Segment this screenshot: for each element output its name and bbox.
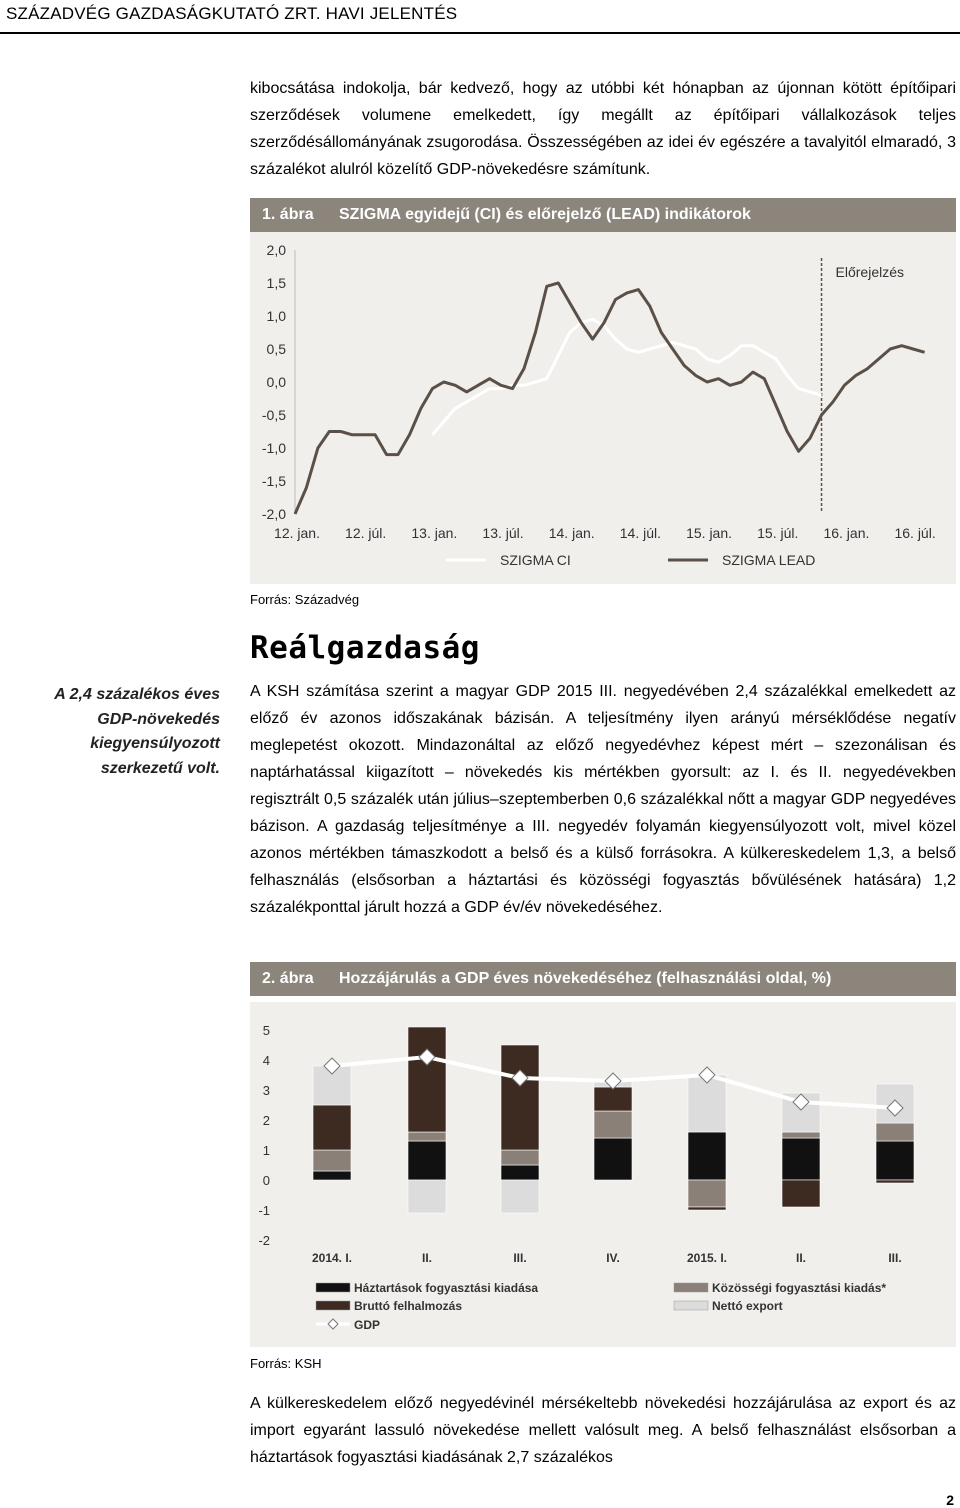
bar-segment <box>501 1165 539 1180</box>
legend-swatch <box>674 1301 708 1310</box>
y-tick-label: 1 <box>262 1143 270 1158</box>
y-tick-label: -1,0 <box>261 440 286 456</box>
bar-segment <box>688 1132 726 1180</box>
bar-segment <box>501 1045 539 1150</box>
x-tick-label: 14. jan. <box>548 525 595 541</box>
section-title: Reálgazdaság <box>250 630 480 666</box>
main-paragraph: A KSH számítása szerint a magyar GDP 2015 III. negyedévében 2,4 százalékkal emelkedett az előző év azonos időszakának bázisán. A teljesítmény ilyen arányú mérséklődése negatív meglepetést okozott. Mindazonáltal az előző negyedévhez képest mért – szezonálisan és naptárhatással kiigazított – növekedés kis mértékben gyorsult: az I. és II. negyedévekben regisztrált 0,5 százalék után július–szeptemberben 0,6 százalékkal nőtt a magyar GDP negyedéves bázison. A gazdaság teljesítménye a III. negyedév folyamán kiegyensúlyozott volt, mivel közel azonos mértékben támaszkodott a belső és a külső forrásokra. A külkereskedelem 1,3, a belső felhasználás (elsősorban a háztartási és közösségi fogyasztás bővülésének hatására) 1,2 százalékponttal járult hozzá a GDP év/év növekedéséhez. <box>250 683 956 916</box>
y-tick-label: -2,0 <box>261 506 286 522</box>
x-tick-label: 13. júl. <box>482 525 524 541</box>
bar-segment <box>408 1141 446 1180</box>
y-tick-label: 1,0 <box>266 308 286 324</box>
y-tick-label: -1 <box>258 1203 270 1218</box>
x-tick-label: 14. júl. <box>619 525 662 541</box>
y-tick-label: 5 <box>262 1023 270 1038</box>
bar-segment <box>594 1111 632 1138</box>
margin-note: A 2,4 százalékos éves GDP-növekedés kiegyensúlyozott szerkezetű volt. <box>54 686 220 777</box>
y-tick-label: 2,0 <box>266 242 286 258</box>
bar-segment <box>688 1180 726 1207</box>
legend-label: Közösségi fogyasztási kiadás* <box>712 1281 887 1295</box>
indicator-line-chart <box>250 232 956 584</box>
x-tick-label: IV. <box>606 1251 620 1265</box>
legend-label: GDP <box>354 1318 381 1332</box>
figure-1-title: SZIGMA egyidejű (CI) és előrejelző (LEAD) indikátorok <box>339 206 751 223</box>
bar-segment <box>408 1027 446 1132</box>
x-tick-label: 2015. I. <box>686 1251 728 1265</box>
forecast-annotation: Előrejelzés <box>835 264 905 280</box>
legend-label: Háztartások fogyasztási kiadása <box>354 1281 539 1295</box>
x-tick-label: 12. júl. <box>345 525 387 541</box>
bar-segment <box>408 1132 446 1141</box>
y-tick-label: 2 <box>262 1113 270 1128</box>
legend-label: Bruttó felhalmozás <box>354 1299 463 1313</box>
bar-segment <box>876 1123 914 1141</box>
bar-segment <box>782 1180 820 1207</box>
y-tick-label: 4 <box>262 1053 270 1068</box>
figure-1-number: 1. ábra <box>262 206 314 223</box>
x-tick-label: II. <box>421 1251 433 1265</box>
bar-segment <box>782 1138 820 1180</box>
x-tick-label: 2014. I. <box>311 1251 353 1265</box>
legend-marker <box>328 1319 338 1329</box>
bar-segment <box>313 1150 351 1171</box>
bar-segment <box>876 1180 914 1183</box>
y-tick-label: 0,5 <box>266 341 286 357</box>
bar-segment <box>313 1171 351 1180</box>
figure-2-chart-area <box>250 1002 956 1347</box>
x-tick-label: III. <box>888 1251 902 1265</box>
y-tick-label: 3 <box>262 1083 270 1098</box>
figure-1-title-bar <box>250 198 956 232</box>
legend-swatch <box>316 1283 350 1292</box>
y-tick-label: -1,5 <box>261 473 286 489</box>
bar-segment <box>594 1087 632 1111</box>
bar-segment <box>501 1180 539 1213</box>
legend-label: SZIGMA LEAD <box>722 552 816 568</box>
x-tick-label: II. <box>795 1251 807 1265</box>
report-title: SZÁZADVÉG GAZDASÁGKUTATÓ ZRT. HAVI JELENTÉS <box>6 4 458 23</box>
y-tick-label: 1,5 <box>266 275 286 291</box>
legend-label: SZIGMA CI <box>500 552 571 568</box>
bar-segment <box>594 1138 632 1180</box>
y-tick-label: 0,0 <box>266 374 286 390</box>
series-line-lead <box>295 283 925 514</box>
x-tick-label: 13. jan. <box>411 525 458 541</box>
legend-label: Nettó export <box>712 1299 783 1313</box>
bar-segment <box>408 1180 446 1213</box>
report-header <box>0 0 960 34</box>
x-tick-label: 15. júl. <box>757 525 799 541</box>
x-tick-label: III. <box>513 1251 527 1265</box>
page-number: 2 <box>946 1492 954 1508</box>
figure-1-chart-area <box>250 232 956 584</box>
bar-segment <box>688 1207 726 1210</box>
x-tick-label: 15. jan. <box>686 525 733 541</box>
legend-swatch <box>674 1283 708 1292</box>
figure-2-number: 2. ábra <box>262 970 314 987</box>
y-tick-label: 0 <box>262 1173 270 1188</box>
y-tick-label: -0,5 <box>261 407 286 423</box>
figure-2-title-bar <box>250 962 956 996</box>
figure-1-source: Forrás: Századvég <box>250 592 360 607</box>
header-divider <box>0 32 960 34</box>
x-tick-label: 16. jan. <box>823 525 870 541</box>
bar-segment <box>876 1141 914 1180</box>
legend-swatch <box>316 1301 350 1310</box>
figure-2-source: Forrás: KSH <box>250 1356 322 1371</box>
x-tick-label: 12. jan. <box>274 525 320 541</box>
closing-paragraph: A külkereskedelem előző negyedévinél mérsékeltebb növekedési hozzájárulása az export és az import egyaránt lassuló növekedése mellett valósult meg. A belső felhasználást elsősorban a háztartások fogyasztási kiadásának 2,7 százalékos <box>250 1395 956 1466</box>
bar-segment <box>782 1132 820 1138</box>
x-tick-label: 16. júl. <box>894 525 936 541</box>
figure-2-title: Hozzájárulás a GDP éves növekedéséhez (felhasználási oldal, %) <box>339 970 832 987</box>
bar-segment <box>501 1150 539 1165</box>
y-tick-label: -2 <box>258 1233 270 1248</box>
intro-paragraph: kibocsátása indokolja, bár kedvező, hogy az utóbbi két hónapban az újonnan kötött építőipari szerződések volumene emelkedett, így megállt az építőipari vállalkozások teljes szerződésállományának zsugorodása. Összességében az idei év egészére a tavalyitól elmaradó, 3 százalékot alulról közelítő GDP-növekedésre számítunk. <box>250 80 956 178</box>
bar-segment <box>313 1105 351 1150</box>
gdp-contribution-bar-chart <box>250 1002 956 1347</box>
